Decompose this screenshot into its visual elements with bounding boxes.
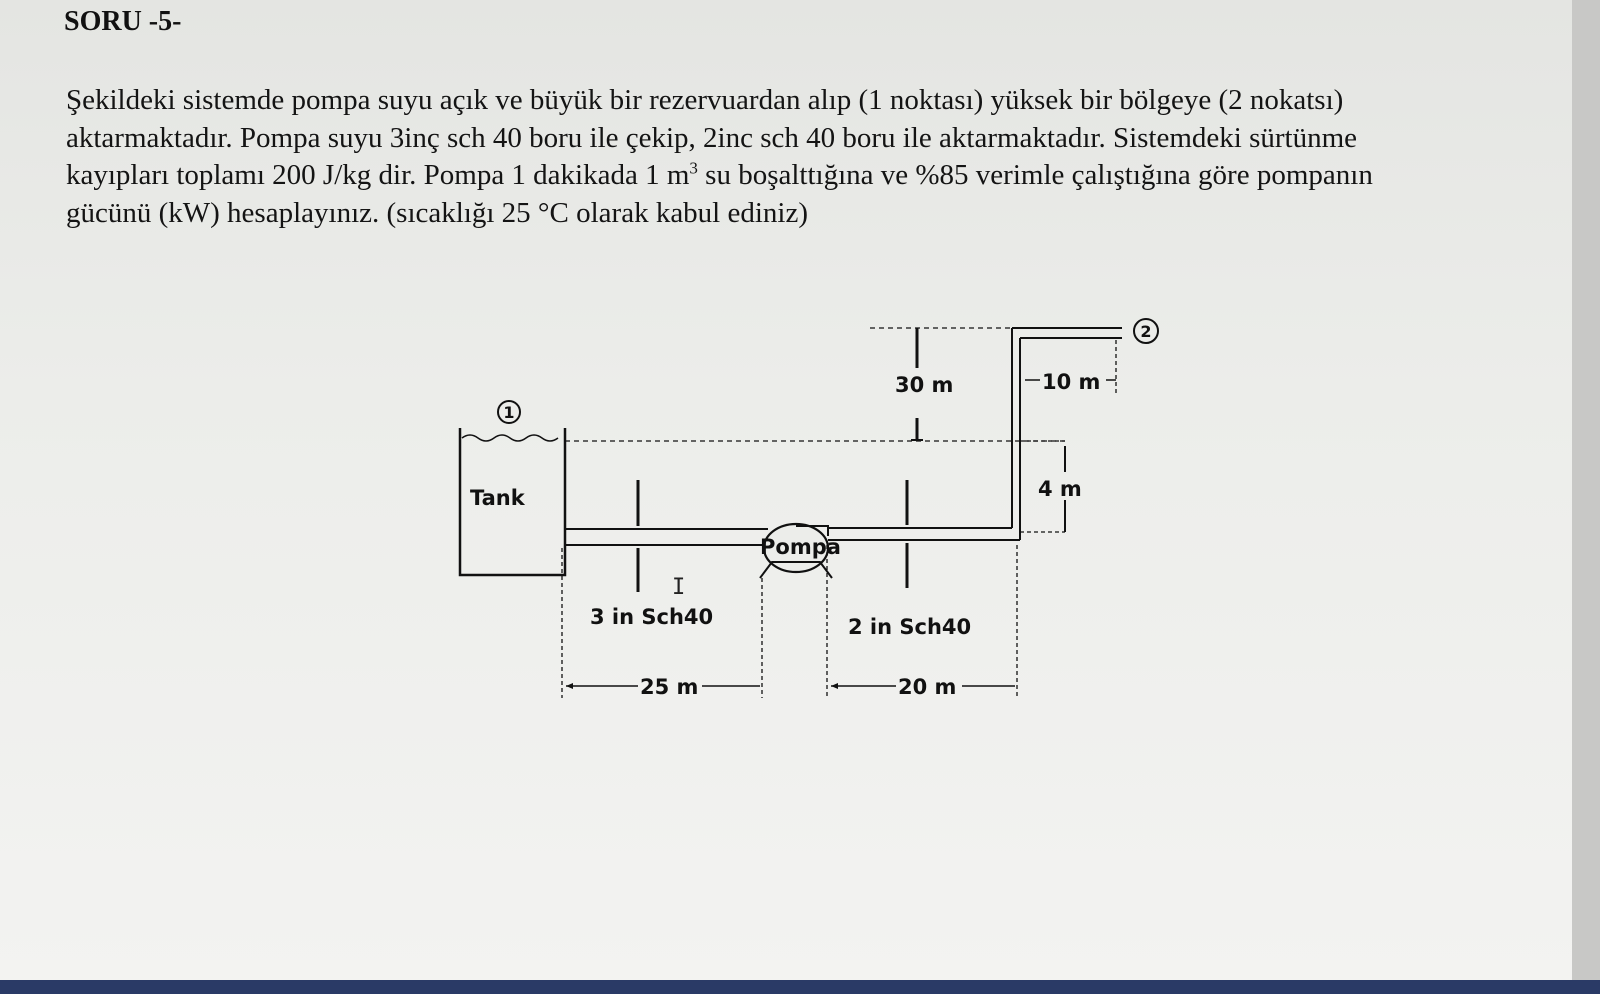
point-2-marker (1134, 319, 1158, 343)
question-title: SORU -5- (64, 6, 182, 37)
text-cursor-icon: I (672, 575, 686, 600)
length-10m-label: 10 m (1042, 370, 1101, 394)
problem-line-3a: kayıpları toplamı 200 J/kg dir. Pompa 1 dakikada 1 m (66, 159, 690, 191)
problem-line-2: aktarmaktadır. Pompa suyu 3inç sch 40 boru ile çekip, 2inc sch 40 boru ile aktarmaktadır. Sistemdeki sürtünme (66, 121, 1358, 154)
point-1-label: 1 (503, 403, 515, 422)
problem-line-3b: su boşalttığına ve %85 verimle çalıştığına göre pompanın (697, 159, 1373, 191)
problem-line-1: Şekildeki sistemde pompa suyu açık ve büyük bir rezervuardan alıp (1 noktası) yüksek bir bölgeye (2 nokatsı) (66, 84, 1344, 116)
taskbar-edge (0, 980, 1600, 994)
length-20m-label: 20 m (898, 675, 957, 699)
problem-statement (66, 82, 1516, 232)
discharge-pipe (828, 328, 1122, 540)
suction-pipe (565, 529, 768, 545)
height-4m-label: 4 m (1038, 477, 1082, 501)
tank-label: Tank (470, 486, 525, 510)
pump-label: Pompa (760, 535, 841, 559)
point-2-label: 2 (1140, 322, 1152, 341)
pump-system-diagram (440, 300, 1180, 720)
suction-pipe-label: 3 in Sch40 (590, 605, 714, 629)
discharge-pipe-label: 2 in Sch40 (848, 615, 972, 639)
monitor-bezel-right (1572, 0, 1600, 994)
problem-line-4: gücünü (kW) hesaplayınız. (sıcaklığı 25 °C olarak kabul ediniz) (66, 196, 809, 229)
length-25m-label: 25 m (640, 675, 699, 699)
cubic-superscript: 3 (689, 158, 698, 178)
point-1-marker (498, 401, 520, 423)
height-30m-label: 30 m (895, 373, 954, 397)
